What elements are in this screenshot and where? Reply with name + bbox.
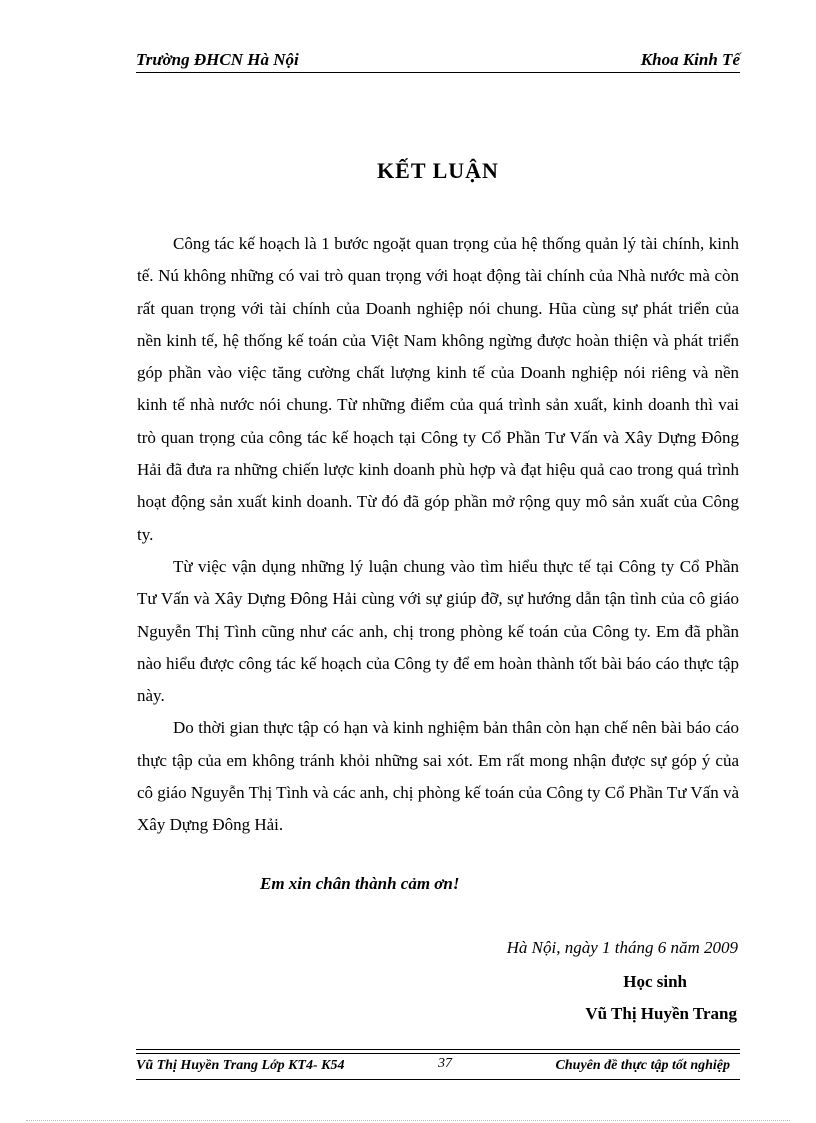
header-divider <box>136 72 740 73</box>
paragraph-3: Do thời gian thực tập có hạn và kinh nghiệm bản thân còn hạn chế nên bài báo cáo thực tập của em không tránh khỏi những sai xót. Em rất mong nhận được sự góp ý của cô giáo Nguyễn Thị Tình và các anh, chị phòng kế toán của Công ty Cổ Phần Tư Vấn và Xây Dựng Đông Hải. <box>137 718 739 835</box>
body-text <box>137 228 739 842</box>
page-bottom-edge <box>26 1120 790 1121</box>
header-school: Trường ĐHCN Hà Nội <box>136 50 299 69</box>
paragraph-1: Công tác kế hoạch là 1 bước ngoặt quan trọng của hệ thống quản lý tài chính, kinh tế. Nú không những có vai trò quan trọng với hoạt động tài chính của Nhà nước mà còn rất quan trọng với tài chính của Doanh nghiệp nói chung. Hũa cùng sự phát triển của nền kinh tế, hệ thống kế toán của Việt Nam không ngừng được hoàn thiện và phát triển góp phần vào việc tăng cường chất lượng kinh tế của Doanh nghiệp nói riêng và nền kinh tế nhà nước nói chung. Từ những điểm của quá trình sản xuất, kinh doanh thì vai trò quan trọng của công tác kế hoạch tại Công ty Cổ Phần Tư Vấn và Xây Dựng Đông Hải đã đưa ra những chiến lược kinh doanh phù hợp và đạt hiệu quả cao trong quá trình hoạt động sản xuất kinh doanh. Từ đó đã góp phần mở rộng quy mô sản xuất của Công ty. <box>137 234 739 544</box>
date-line: Hà Nội, ngày 1 tháng 6 năm 2009 <box>506 938 738 957</box>
page-footer <box>136 1056 740 1078</box>
footer-document-type: Chuyên đề thực tập tốt nghiệp <box>555 1058 730 1073</box>
footer-divider-top <box>136 1049 740 1050</box>
signer-name: Vũ Thị Huyền Trang <box>585 1004 737 1023</box>
header-faculty: Khoa Kinh Tế <box>640 50 740 69</box>
page-title: KẾT LUẬN <box>377 158 499 183</box>
footer-author-class: Vũ Thị Huyền Trang Lớp KT4- K54 <box>136 1058 345 1073</box>
signer-role: Học sinh <box>623 972 687 991</box>
footer-divider-top-2 <box>136 1053 740 1054</box>
thanks-line: Em xin chân thành cảm ơn! <box>260 874 460 893</box>
footer-divider-bottom <box>136 1079 740 1080</box>
page-header <box>136 48 740 72</box>
page-number: 37 <box>438 1056 452 1071</box>
paragraph-2: Từ việc vận dụng những lý luận chung vào tìm hiểu thực tế tại Công ty Cổ Phần Tư Vấn và Xây Dựng Đông Hải cùng với sự giúp đỡ, sự hướng dẫn tận tình của cô giáo Nguyễn Thị Tình cũng như các anh, chị trong phòng kế toán của Công ty. Em đã phần nào hiểu được công tác kế hoạch của Công ty để em hoàn thành tốt bài báo cáo thực tập này. <box>137 556 739 706</box>
